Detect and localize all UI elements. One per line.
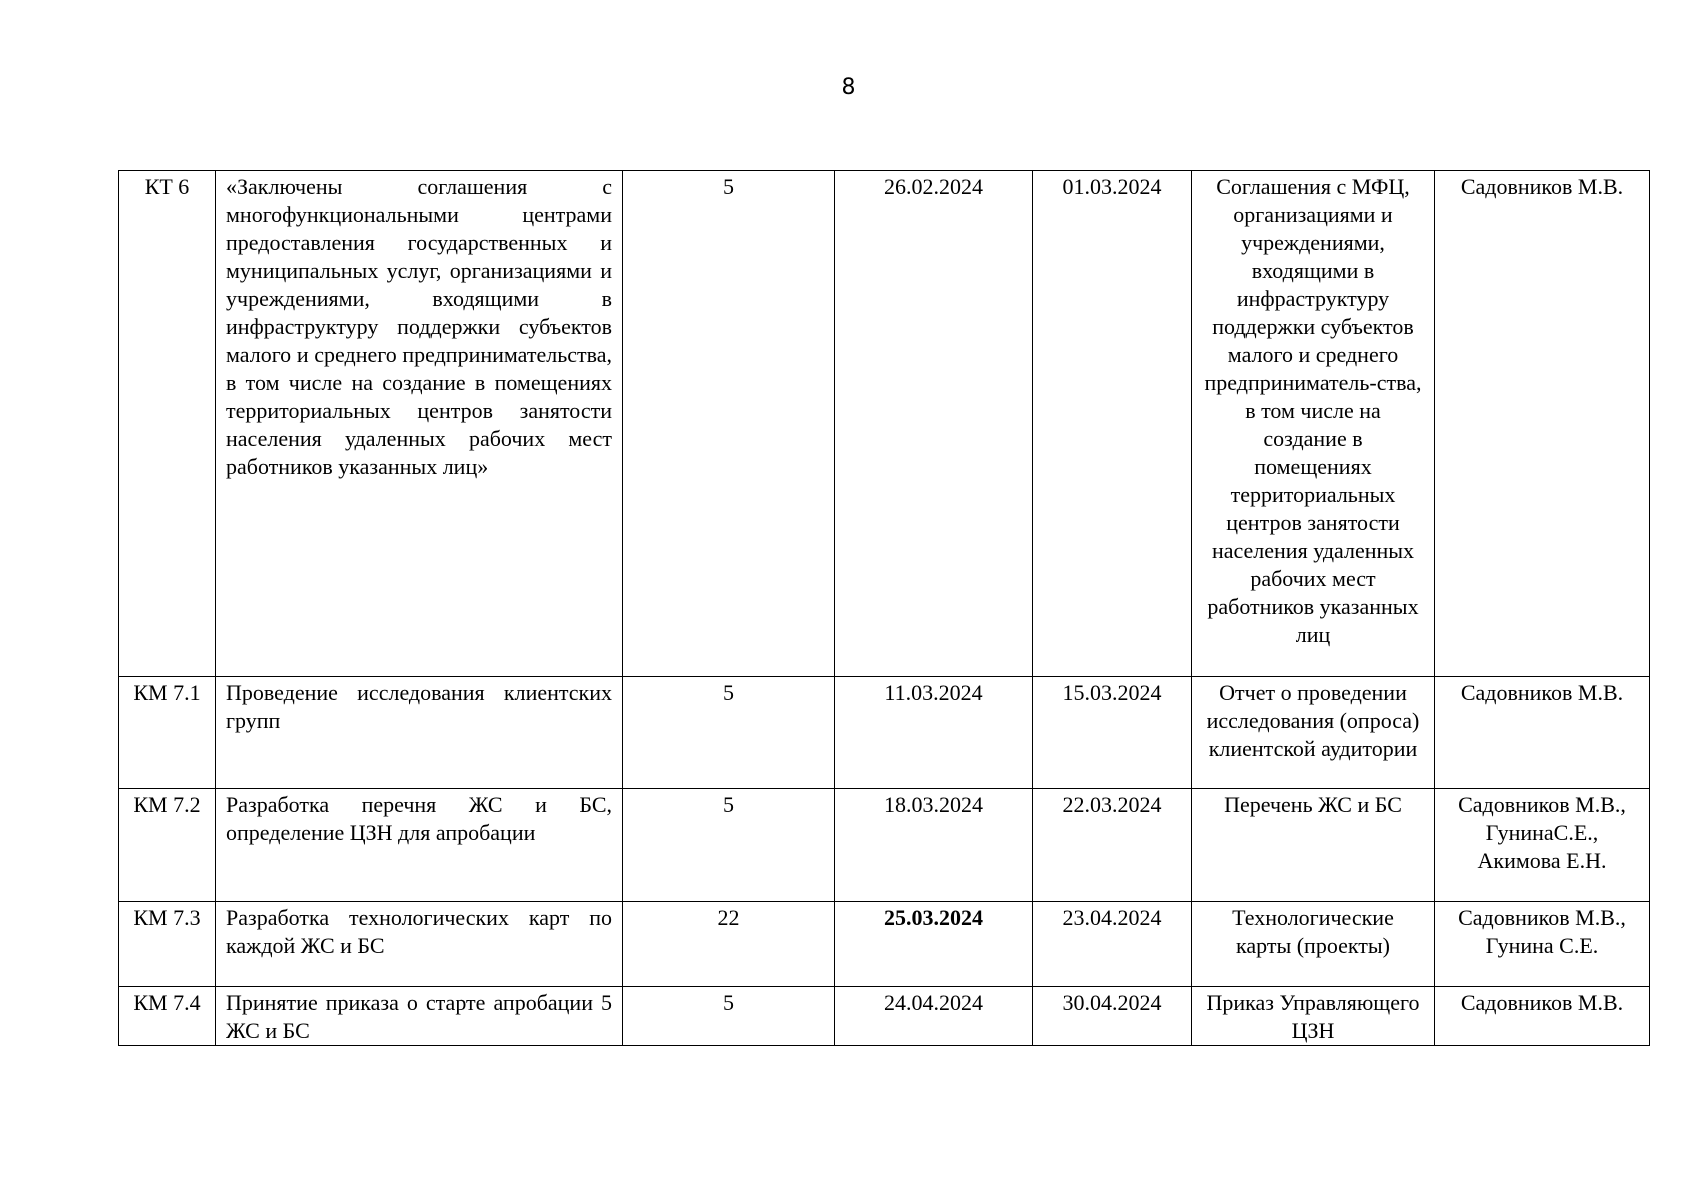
row-responsible: Садовников М.В. bbox=[1435, 171, 1650, 677]
row-responsible: Садовников М.В., Гунина С.Е. bbox=[1435, 902, 1650, 987]
row-result: Отчет о проведении исследования (опроса) клиентской аудитории bbox=[1192, 677, 1435, 789]
row-responsible: Садовников М.В. bbox=[1435, 987, 1650, 1046]
row-result: Технологические карты (проекты) bbox=[1192, 902, 1435, 987]
row-responsible: Садовников М.В., ГунинаС.Е., Акимова Е.Н. bbox=[1435, 789, 1650, 902]
row-start-date: 18.03.2024 bbox=[835, 789, 1033, 902]
row-end-date: 01.03.2024 bbox=[1033, 171, 1192, 677]
row-name: Разработка технологических карт по каждой ЖС и БС bbox=[216, 902, 623, 987]
page-number: 8 bbox=[841, 75, 856, 100]
row-duration: 5 bbox=[623, 677, 835, 789]
row-duration: 22 bbox=[623, 902, 835, 987]
row-code: КМ 7.2 bbox=[119, 789, 216, 902]
row-name: «Заключены соглашения с многофункциональными центрами предоставления государственных и муниципальных услуг, организациями и учреждениями, входящими в инфраструктуру поддержки субъектов малого и среднего предпринимательства, в том числе на создание в помещениях территориальных центров занятости населения удаленных рабочих мест работников указанных лиц» bbox=[216, 171, 623, 677]
row-result: Приказ Управляющего ЦЗН bbox=[1192, 987, 1435, 1046]
row-start-date: 24.04.2024 bbox=[835, 987, 1033, 1046]
row-start-date: 26.02.2024 bbox=[835, 171, 1033, 677]
table-row bbox=[119, 789, 1650, 902]
row-code: КМ 7.4 bbox=[119, 987, 216, 1046]
row-end-date: 15.03.2024 bbox=[1033, 677, 1192, 789]
plan-table bbox=[118, 170, 1650, 1046]
row-duration: 5 bbox=[623, 987, 835, 1046]
row-responsible: Садовников М.В. bbox=[1435, 677, 1650, 789]
row-code: КМ 7.1 bbox=[119, 677, 216, 789]
table-row bbox=[119, 677, 1650, 789]
row-duration: 5 bbox=[623, 789, 835, 902]
row-result: Соглашения с МФЦ, организациями и учреждениями, входящими в инфраструктуру поддержки субъектов малого и среднего предприниматель-ства, в том числе на создание в помещениях территориальных центров занятости населения удаленных рабочих мест работников указанных лиц bbox=[1192, 171, 1435, 677]
table-row bbox=[119, 171, 1650, 677]
row-code: КМ 7.3 bbox=[119, 902, 216, 987]
row-name: Разработка перечня ЖС и БС, определение ЦЗН для апробации bbox=[216, 789, 623, 902]
row-duration: 5 bbox=[623, 171, 835, 677]
row-end-date: 30.04.2024 bbox=[1033, 987, 1192, 1046]
row-end-date: 22.03.2024 bbox=[1033, 789, 1192, 902]
row-start-date: 25.03.2024 bbox=[835, 902, 1033, 987]
row-start-date: 11.03.2024 bbox=[835, 677, 1033, 789]
row-code: КТ 6 bbox=[119, 171, 216, 677]
table-row bbox=[119, 987, 1650, 1046]
row-name: Проведение исследования клиентских групп bbox=[216, 677, 623, 789]
row-result: Перечень ЖС и БС bbox=[1192, 789, 1435, 902]
row-end-date: 23.04.2024 bbox=[1033, 902, 1192, 987]
table-row bbox=[119, 902, 1650, 987]
row-name: Принятие приказа о старте апробации 5 ЖС и БС bbox=[216, 987, 623, 1046]
